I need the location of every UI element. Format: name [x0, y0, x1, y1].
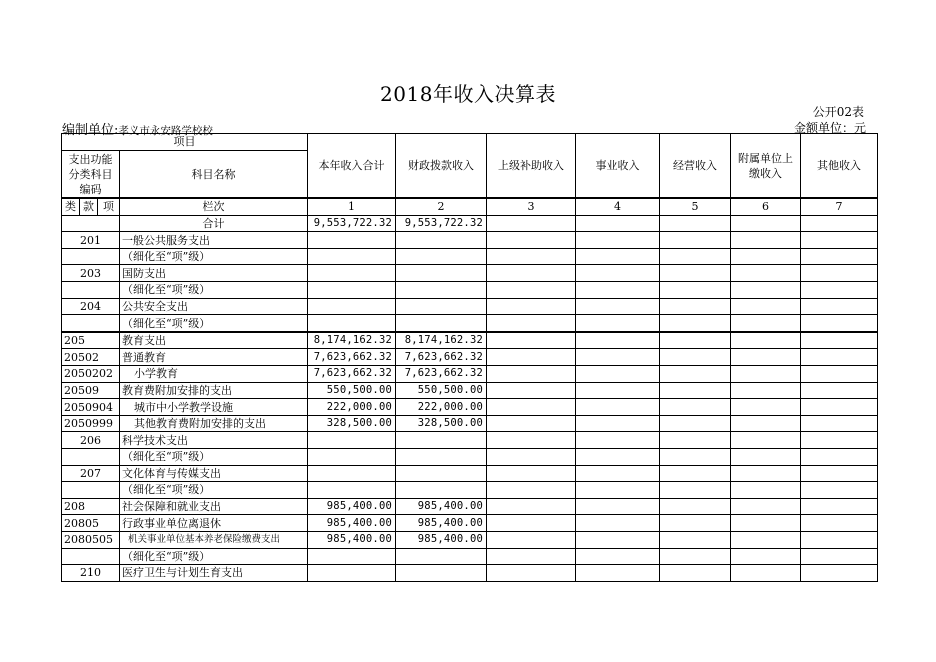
- cell-fiscal: 985,400.00: [396, 515, 487, 532]
- cell-empty: [660, 399, 731, 416]
- cell-total: 7,623,662.32: [308, 349, 396, 366]
- table-row: [62, 531, 878, 548]
- header-code-l2: 分类科目: [68, 167, 113, 181]
- cell-fiscal: 328,500.00: [396, 415, 487, 432]
- subject-code: [62, 548, 120, 565]
- subject-name: 城市中小学教学设施: [120, 399, 308, 416]
- subject-name: 文化体育与传媒支出: [120, 465, 308, 482]
- cell-total: [308, 232, 396, 249]
- cell-empty: [801, 382, 878, 399]
- cell-empty: [576, 548, 660, 565]
- cell-total: 985,400.00: [308, 515, 396, 532]
- col-num-3: 3: [487, 198, 576, 215]
- cell-fiscal: [396, 565, 487, 582]
- subject-code: [62, 282, 120, 299]
- cell-empty: [487, 298, 576, 315]
- cell-empty: [660, 382, 731, 399]
- table-row: [62, 232, 878, 249]
- cell-empty: [576, 298, 660, 315]
- cell-empty: [801, 415, 878, 432]
- header-col-business: 事业收入: [576, 134, 660, 199]
- table-body: [62, 215, 878, 581]
- cell-empty: [731, 515, 801, 532]
- cell-empty: [660, 349, 731, 366]
- subject-code: 2050999: [62, 415, 120, 432]
- cell-empty: [660, 415, 731, 432]
- subject-name: 医疗卫生与计划生育支出: [120, 565, 308, 582]
- cell-fiscal: 7,623,662.32: [396, 349, 487, 366]
- cell-empty: [660, 432, 731, 449]
- cell-empty: [576, 565, 660, 582]
- header-col-other: 其他收入: [801, 134, 878, 199]
- cell-empty: [801, 498, 878, 515]
- cell-empty: [801, 482, 878, 499]
- cell-empty: [660, 315, 731, 332]
- cell-total: 550,500.00: [308, 382, 396, 399]
- cell-total: 328,500.00: [308, 415, 396, 432]
- header-col-affiliate-l2: 缴收入: [749, 166, 782, 180]
- cell-empty: [801, 515, 878, 532]
- header-code-l3: 编码: [79, 182, 102, 196]
- cell-empty: [801, 232, 878, 249]
- table-row: [62, 548, 878, 565]
- subject-name: 教育费附加安排的支出: [120, 382, 308, 399]
- table-row: [62, 282, 878, 299]
- cell-fiscal: [396, 282, 487, 299]
- cell-empty: [576, 449, 660, 466]
- cell-empty: [801, 565, 878, 582]
- table-row: [62, 215, 878, 232]
- cell-empty: [660, 232, 731, 249]
- cell-empty: [660, 498, 731, 515]
- subject-name: （细化至“项”级）: [120, 482, 308, 499]
- subject-code: [62, 449, 120, 466]
- cell-empty: [801, 349, 878, 366]
- cell-empty: [731, 366, 801, 383]
- cell-empty: [660, 565, 731, 582]
- cell-total: 8,174,162.32: [308, 332, 396, 349]
- table-row: [62, 298, 878, 315]
- cell-empty: [487, 465, 576, 482]
- subject-name: 国防支出: [120, 265, 308, 282]
- cell-empty: [801, 298, 878, 315]
- cell-empty: [731, 482, 801, 499]
- cell-empty: [660, 515, 731, 532]
- cell-total: [308, 449, 396, 466]
- header-col-operating: 经营收入: [660, 134, 731, 199]
- table-row: [62, 565, 878, 582]
- cell-empty: [487, 548, 576, 565]
- cell-total: [308, 465, 396, 482]
- header-col-total: 本年收入合计: [308, 134, 396, 199]
- cell-empty: [801, 531, 878, 548]
- col-num-6: 6: [731, 198, 801, 215]
- cell-empty: [576, 432, 660, 449]
- cell-empty: [487, 366, 576, 383]
- cell-empty: [576, 531, 660, 548]
- subject-name: 一般公共服务支出: [120, 232, 308, 249]
- cell-empty: [801, 248, 878, 265]
- cell-empty: [487, 332, 576, 349]
- cell-empty: [576, 498, 660, 515]
- table-row: [62, 382, 878, 399]
- cell-empty: [731, 432, 801, 449]
- cell-total: [308, 432, 396, 449]
- table-row: [62, 515, 878, 532]
- cell-empty: [731, 415, 801, 432]
- cell-total: [308, 548, 396, 565]
- header-col-fiscal: 财政拨款收入: [396, 134, 487, 199]
- cell-empty: [801, 315, 878, 332]
- subject-name: 合计: [120, 215, 308, 232]
- subject-name: （细化至“项”级）: [120, 282, 308, 299]
- cell-empty: [660, 531, 731, 548]
- subject-name: 教育支出: [120, 332, 308, 349]
- subject-name: 行政事业单位离退休: [120, 515, 308, 532]
- cell-fiscal: [396, 482, 487, 499]
- header-code-l1: 支出功能: [68, 152, 113, 166]
- subject-code: 2080505: [62, 531, 120, 548]
- header-subject-name: 科目名称: [120, 150, 308, 198]
- table-row: [62, 332, 878, 349]
- table-row: [62, 248, 878, 265]
- cell-empty: [660, 215, 731, 232]
- cell-fiscal: [396, 265, 487, 282]
- cell-empty: [801, 366, 878, 383]
- cell-total: [308, 298, 396, 315]
- cell-empty: [487, 565, 576, 582]
- cell-total: [308, 565, 396, 582]
- cell-empty: [731, 449, 801, 466]
- subject-code: 2050904: [62, 399, 120, 416]
- cell-total: [308, 482, 396, 499]
- cell-total: [308, 282, 396, 299]
- subject-code: [62, 248, 120, 265]
- cell-fiscal: [396, 432, 487, 449]
- cell-empty: [487, 482, 576, 499]
- subject-name: 小学教育: [120, 366, 308, 383]
- cell-empty: [660, 248, 731, 265]
- revenue-table: [61, 133, 878, 582]
- cell-fiscal: 7,623,662.32: [396, 366, 487, 383]
- cell-empty: [660, 465, 731, 482]
- subject-code: [62, 215, 120, 232]
- cell-empty: [801, 215, 878, 232]
- col-num-7: 7: [801, 198, 878, 215]
- cell-empty: [576, 465, 660, 482]
- header-kuan: 款: [80, 198, 98, 215]
- cell-empty: [801, 265, 878, 282]
- cell-empty: [576, 515, 660, 532]
- table-row: [62, 265, 878, 282]
- subject-code: 206: [62, 432, 120, 449]
- header-item: 项目: [62, 134, 308, 151]
- cell-fiscal: 550,500.00: [396, 382, 487, 399]
- cell-empty: [576, 282, 660, 299]
- col-num-1: 1: [308, 198, 396, 215]
- subject-code: [62, 315, 120, 332]
- cell-empty: [731, 215, 801, 232]
- cell-empty: [576, 332, 660, 349]
- header-col-affiliate: [731, 134, 801, 199]
- subject-code: 201: [62, 232, 120, 249]
- cell-empty: [731, 399, 801, 416]
- subject-name: （细化至“项”级）: [120, 315, 308, 332]
- cell-empty: [576, 248, 660, 265]
- cell-empty: [801, 548, 878, 565]
- cell-empty: [660, 482, 731, 499]
- table-header: [62, 134, 878, 216]
- cell-empty: [731, 382, 801, 399]
- cell-fiscal: [396, 232, 487, 249]
- cell-total: [308, 315, 396, 332]
- cell-empty: [731, 548, 801, 565]
- cell-empty: [660, 449, 731, 466]
- form-number: 公开02表: [812, 105, 864, 119]
- cell-total: [308, 248, 396, 265]
- header-col-affiliate-l1: 附属单位上: [738, 151, 793, 165]
- cell-empty: [660, 332, 731, 349]
- subject-code: 208: [62, 498, 120, 515]
- cell-empty: [801, 432, 878, 449]
- subject-name: 普通教育: [120, 349, 308, 366]
- cell-empty: [731, 465, 801, 482]
- cell-empty: [731, 315, 801, 332]
- cell-fiscal: [396, 465, 487, 482]
- org-name: 孝义市永安路学校校: [118, 125, 213, 137]
- table-row: [62, 399, 878, 416]
- cell-empty: [660, 265, 731, 282]
- subject-name: 机关事业单位基本养老保险缴费支出: [120, 531, 308, 548]
- cell-fiscal: [396, 298, 487, 315]
- header-lanci: 栏次: [120, 198, 308, 215]
- header-lei: 类: [62, 198, 80, 215]
- cell-empty: [576, 399, 660, 416]
- subject-code: [62, 482, 120, 499]
- report-title: 2018年收入决算表: [380, 82, 556, 106]
- cell-empty: [487, 432, 576, 449]
- cell-empty: [576, 415, 660, 432]
- amount-unit: 金额单位：元: [793, 121, 866, 135]
- col-num-2: 2: [396, 198, 487, 215]
- cell-empty: [801, 465, 878, 482]
- subject-code: 20502: [62, 349, 120, 366]
- table-row: [62, 498, 878, 515]
- org-label: 编制单位:: [62, 123, 119, 138]
- cell-empty: [731, 298, 801, 315]
- subject-name: （细化至“项”级）: [120, 449, 308, 466]
- cell-empty: [576, 482, 660, 499]
- cell-empty: [576, 265, 660, 282]
- cell-empty: [731, 531, 801, 548]
- cell-empty: [576, 215, 660, 232]
- cell-empty: [576, 366, 660, 383]
- subject-name: 社会保障和就业支出: [120, 498, 308, 515]
- cell-total: 985,400.00: [308, 531, 396, 548]
- cell-empty: [576, 315, 660, 332]
- table-row: [62, 449, 878, 466]
- cell-empty: [487, 531, 576, 548]
- cell-empty: [487, 498, 576, 515]
- cell-fiscal: 985,400.00: [396, 498, 487, 515]
- cell-empty: [487, 349, 576, 366]
- cell-empty: [576, 349, 660, 366]
- cell-empty: [487, 232, 576, 249]
- cell-total: 985,400.00: [308, 498, 396, 515]
- subject-name: 科学技术支出: [120, 432, 308, 449]
- cell-empty: [487, 449, 576, 466]
- cell-empty: [660, 282, 731, 299]
- cell-empty: [801, 332, 878, 349]
- cell-empty: [801, 399, 878, 416]
- cell-empty: [801, 282, 878, 299]
- table-row: [62, 432, 878, 449]
- cell-total: [308, 265, 396, 282]
- subject-name: （细化至“项”级）: [120, 248, 308, 265]
- subject-code: 210: [62, 565, 120, 582]
- cell-empty: [487, 399, 576, 416]
- table-row: [62, 415, 878, 432]
- cell-fiscal: 222,000.00: [396, 399, 487, 416]
- cell-empty: [731, 248, 801, 265]
- subject-code: 20509: [62, 382, 120, 399]
- cell-empty: [487, 515, 576, 532]
- subject-code: 203: [62, 265, 120, 282]
- subject-code: 20805: [62, 515, 120, 532]
- cell-empty: [487, 265, 576, 282]
- cell-empty: [487, 415, 576, 432]
- cell-total: 9,553,722.32: [308, 215, 396, 232]
- subject-code: 2050202: [62, 366, 120, 383]
- cell-empty: [660, 366, 731, 383]
- subject-name: 公共安全支出: [120, 298, 308, 315]
- table-row: [62, 482, 878, 499]
- cell-empty: [660, 548, 731, 565]
- subject-name: （细化至“项”级）: [120, 548, 308, 565]
- table-row: [62, 349, 878, 366]
- subject-name: 其他教育费附加安排的支出: [120, 415, 308, 432]
- col-num-5: 5: [660, 198, 731, 215]
- subject-code: 207: [62, 465, 120, 482]
- cell-empty: [801, 449, 878, 466]
- cell-empty: [487, 215, 576, 232]
- cell-empty: [731, 332, 801, 349]
- table-row: [62, 315, 878, 332]
- header-code-group: [62, 150, 120, 198]
- subject-code: 205: [62, 332, 120, 349]
- header-col-superior: 上级补助收入: [487, 134, 576, 199]
- cell-empty: [660, 298, 731, 315]
- cell-fiscal: [396, 449, 487, 466]
- cell-empty: [731, 282, 801, 299]
- table-row: [62, 366, 878, 383]
- cell-fiscal: [396, 315, 487, 332]
- cell-empty: [487, 382, 576, 399]
- cell-fiscal: [396, 548, 487, 565]
- cell-empty: [487, 315, 576, 332]
- subject-code: 204: [62, 298, 120, 315]
- cell-total: 222,000.00: [308, 399, 396, 416]
- cell-fiscal: 8,174,162.32: [396, 332, 487, 349]
- col-num-4: 4: [576, 198, 660, 215]
- table-row: [62, 465, 878, 482]
- cell-empty: [576, 382, 660, 399]
- header-xiang: 项: [98, 198, 120, 215]
- cell-empty: [487, 282, 576, 299]
- cell-empty: [731, 349, 801, 366]
- cell-total: 7,623,662.32: [308, 366, 396, 383]
- cell-empty: [576, 232, 660, 249]
- cell-empty: [731, 232, 801, 249]
- cell-empty: [731, 565, 801, 582]
- cell-empty: [487, 248, 576, 265]
- cell-empty: [731, 498, 801, 515]
- cell-fiscal: 985,400.00: [396, 531, 487, 548]
- cell-empty: [731, 265, 801, 282]
- cell-fiscal: [396, 248, 487, 265]
- cell-fiscal: 9,553,722.32: [396, 215, 487, 232]
